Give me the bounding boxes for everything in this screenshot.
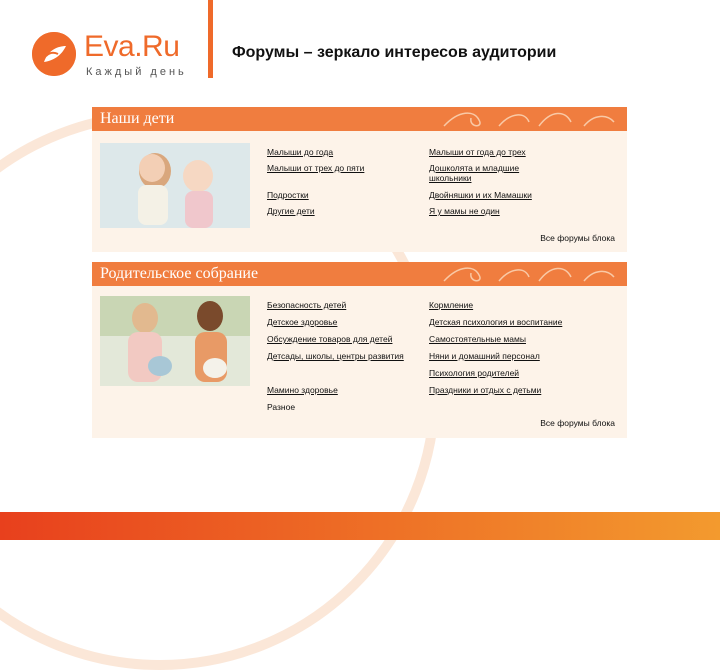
block-heading	[92, 262, 627, 286]
slide-title: Форумы – зеркало интересов аудитории	[232, 44, 557, 61]
ornament-icon	[439, 263, 619, 285]
all-forums-link[interactable]: Все форумы блока	[540, 233, 615, 243]
forum-link[interactable]: Безопасность детей	[267, 300, 347, 310]
forum-link[interactable]: Детское здоровье	[267, 317, 338, 327]
flower-logo-icon	[32, 32, 76, 76]
forum-link[interactable]: Детская психология и воспитание	[429, 317, 563, 327]
forum-link[interactable]: Детсады, школы, центры развития	[267, 351, 404, 361]
links-left	[267, 300, 417, 412]
forum-link[interactable]: Малыши до года	[267, 147, 334, 157]
links-right	[429, 300, 589, 395]
block-roditelskoe-sobranie	[92, 262, 627, 438]
ornament-icon	[439, 108, 619, 130]
block-nashi-deti	[92, 107, 627, 252]
all-forums-link[interactable]: Все форумы блока	[540, 418, 615, 428]
photo-kids	[100, 143, 250, 228]
forum-link[interactable]: Мамино здоровье	[267, 385, 338, 395]
forum-link[interactable]: Няни и домашний персонал	[429, 351, 540, 361]
links-right	[429, 147, 559, 216]
forum-link[interactable]: Дошколята и младшие школьники	[429, 163, 520, 183]
forum-link[interactable]: Двойняшки и их Мамашки	[429, 190, 532, 200]
forum-link[interactable]: Психология родителей	[429, 368, 520, 378]
block-heading-text: Наши дети	[100, 110, 175, 127]
block-heading	[92, 107, 627, 131]
forum-link[interactable]: Малыши от года до трех	[429, 147, 526, 157]
forum-link[interactable]: Малыши от трех до пяти	[267, 163, 365, 173]
forum-link[interactable]: Другие дети	[267, 206, 315, 216]
eva-ru-logo[interactable]	[32, 28, 192, 84]
footer-bar	[0, 512, 720, 540]
forum-link[interactable]: Я у мамы не один	[429, 206, 500, 216]
forum-link[interactable]: Самостоятельные мамы	[429, 334, 526, 344]
forum-link[interactable]: Праздники и отдых с детьми	[429, 385, 542, 395]
forum-link[interactable]: Подростки	[267, 190, 309, 200]
logo-name: Eva.Ru	[84, 30, 180, 63]
photo-mothers	[100, 296, 250, 386]
links-left	[267, 147, 364, 216]
logo-tagline: Каждый день	[86, 66, 187, 78]
forum-link[interactable]: Кормление	[429, 300, 474, 310]
block-heading-text: Родительское собрание	[100, 265, 259, 282]
forum-text[interactable]: Разное	[267, 402, 296, 412]
title-divider	[208, 0, 213, 78]
forum-link[interactable]: Обсуждение товаров для детей	[267, 334, 393, 344]
